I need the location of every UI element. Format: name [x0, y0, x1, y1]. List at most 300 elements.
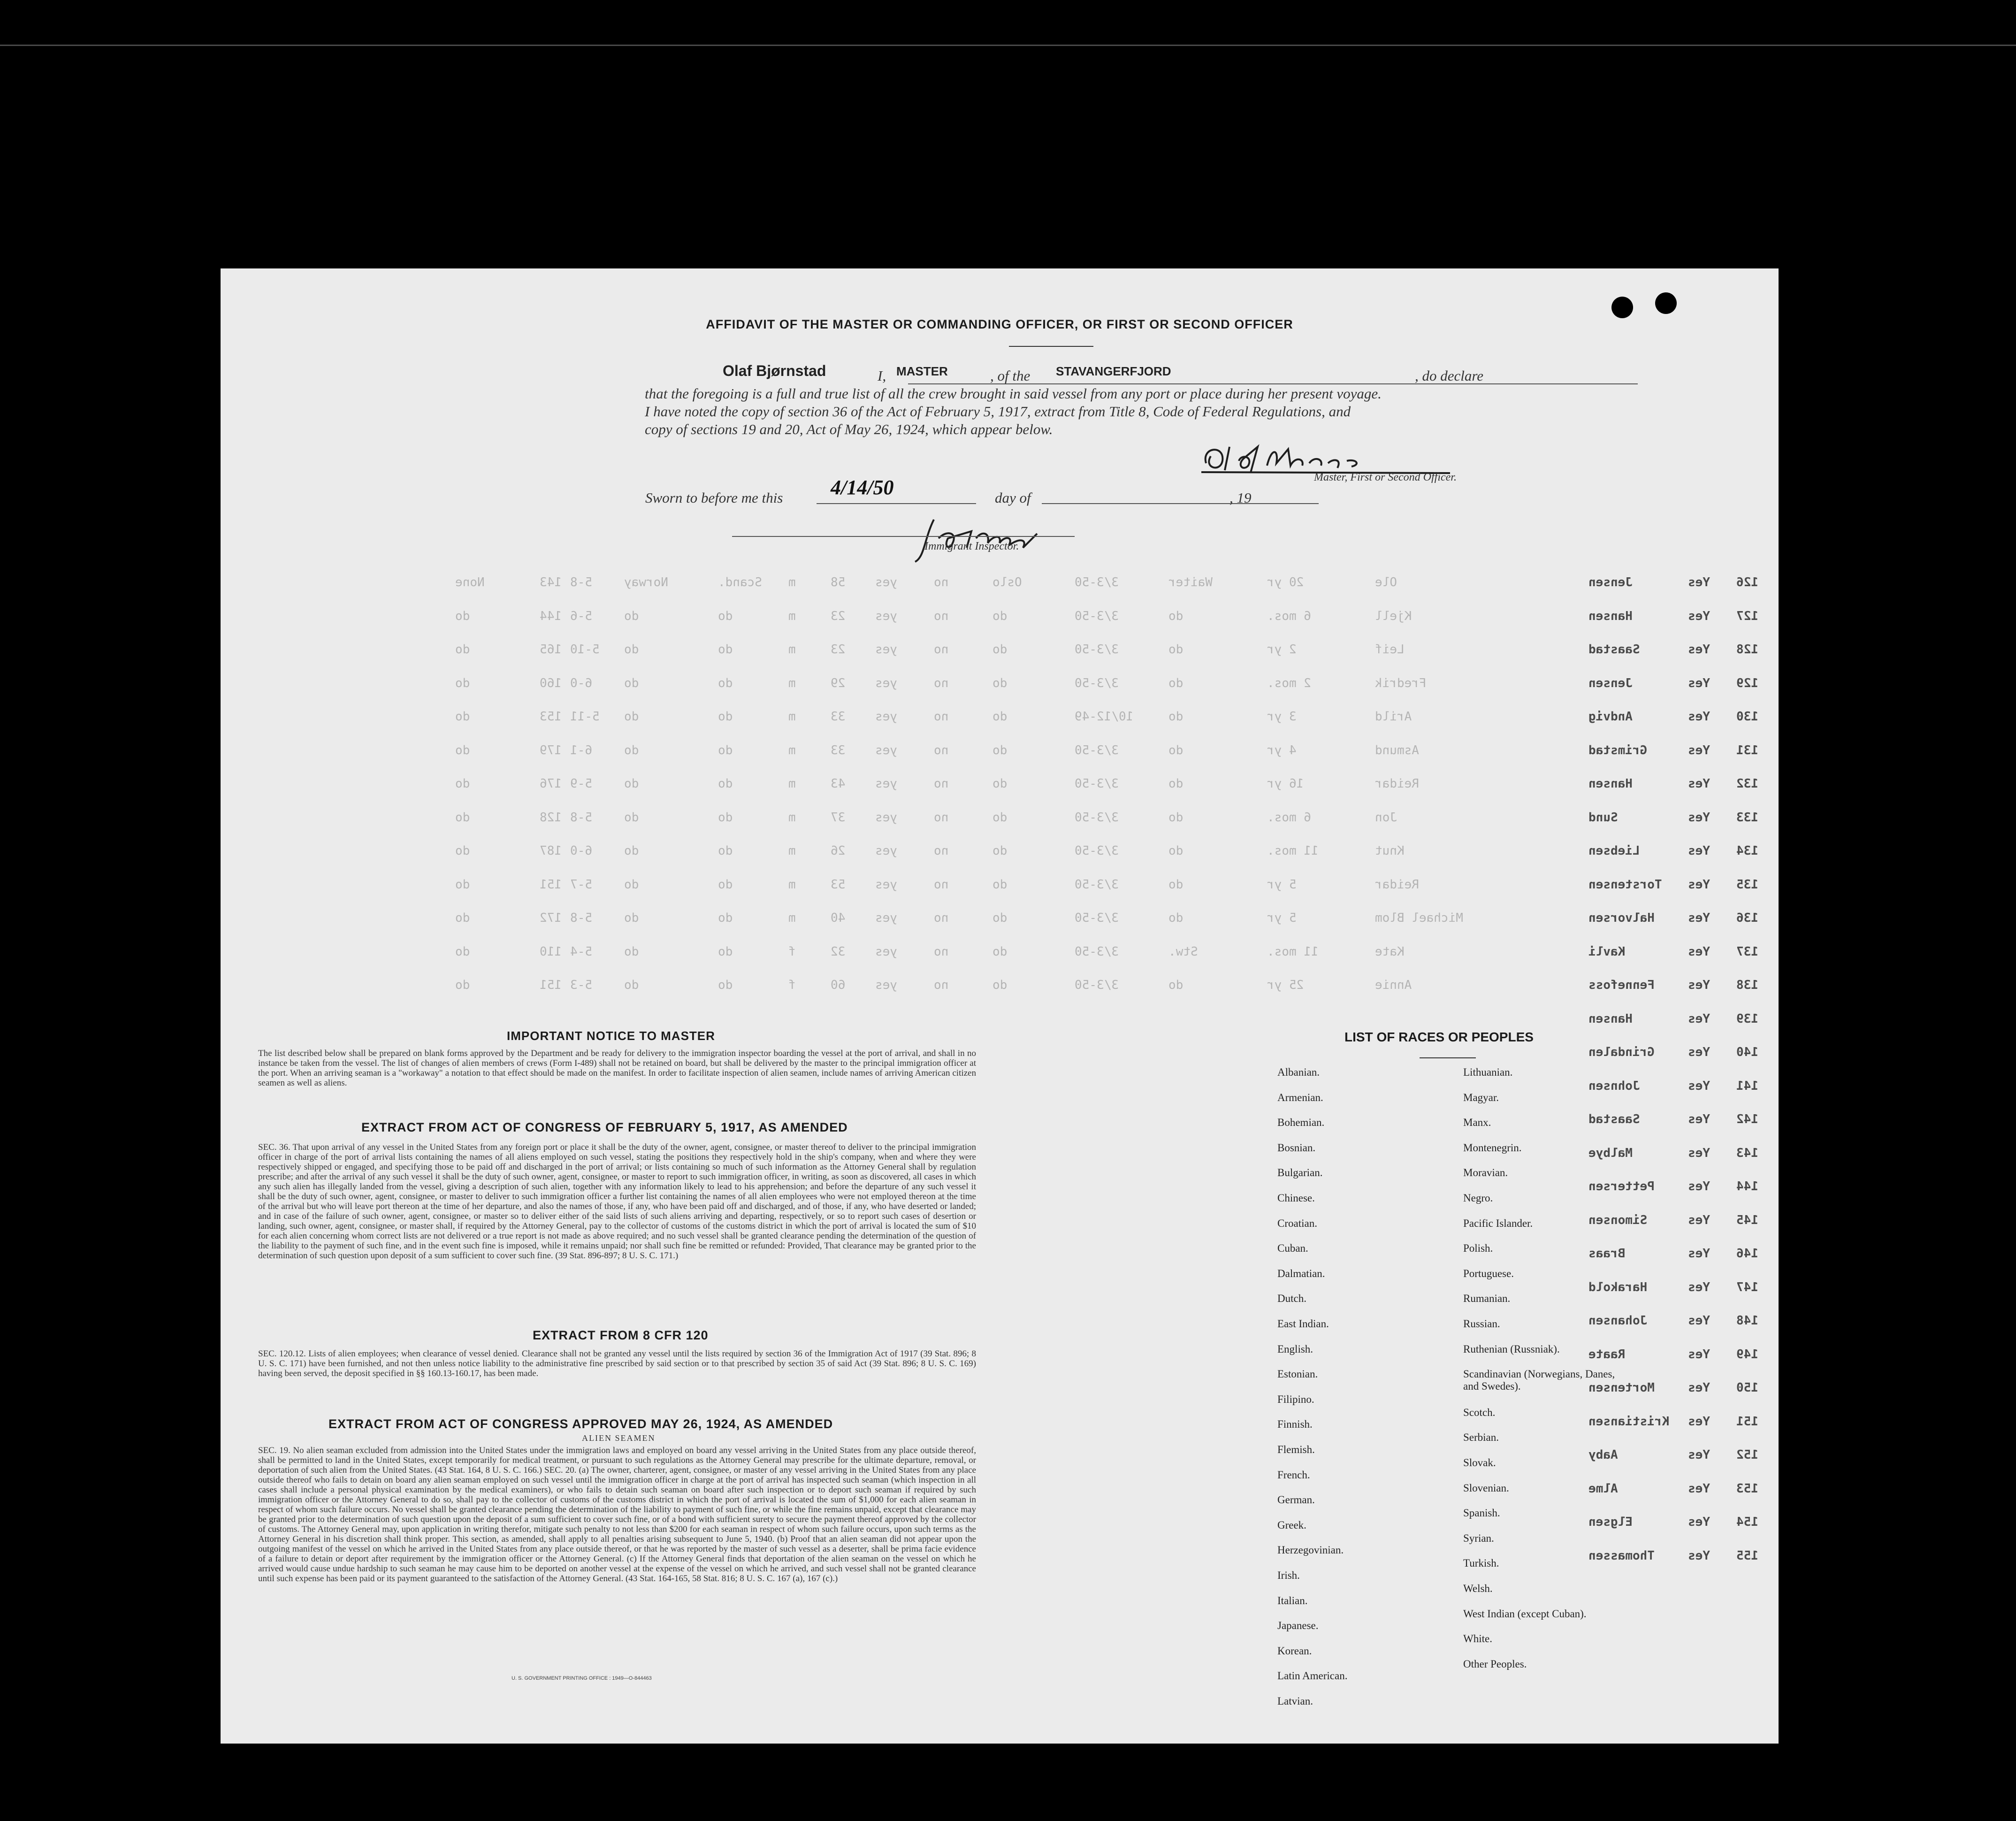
crew-cell-surname: Kristiansen	[1588, 1414, 1670, 1429]
crew-cell-col9: no	[934, 844, 949, 858]
crew-cell-sex: m	[788, 911, 796, 925]
race-item: East Indian.	[1277, 1318, 1329, 1330]
race-item: Albanian.	[1277, 1066, 1320, 1078]
race-item: Portuguese.	[1463, 1267, 1514, 1279]
crew-cell-date: 3/3-50	[1075, 844, 1119, 858]
crew-cell-no: 150	[1736, 1381, 1758, 1395]
crew-row	[221, 777, 1779, 796]
crew-cell-surname: Braas	[1588, 1247, 1626, 1261]
day-of-label: day of	[995, 490, 1031, 506]
race-item: Moravian.	[1463, 1167, 1508, 1179]
sworn-label: Sworn to before me this	[645, 490, 783, 506]
crew-cell-race: do	[718, 643, 733, 657]
crew-cell-country: do	[624, 944, 639, 959]
crew-cell-height: 5-8	[570, 911, 592, 925]
crew-cell-no: 155	[1736, 1548, 1758, 1563]
crew-cell-no: 147	[1736, 1280, 1758, 1294]
crew-cell-position: do	[1168, 844, 1184, 858]
crew-cell-surname: Alme	[1588, 1481, 1618, 1496]
race-item: Welsh.	[1463, 1583, 1493, 1594]
extract-1924-text: SEC. 19. No alien seaman excluded from admission into the United States under the immigration laws and employed on board any vessel arriving in the United States from any place outside thereof, shall be permitted to land in the United States, except temporarily for medical treatment, or pursuant to such regulations as the Attorney General may prescribe for the ultimate departure, removal, or deportation of such alien from the United States. (43 Stat. 164, 8 U. S. C. 166.) SEC. 20. (a) The owner, charterer, agent, consignee, or master of any vessel arriving in the United States from any place outside thereof who fails to detain on board any alien seaman employed on such vessel until the immigration officer in charge at the port of arrival has inspected such seaman (which inspection in all cases shall include a personal physical examination by the medical examiners), or who fails to detain such seaman on board after such inspection or to deport such seaman if required by such immigration officer or the Attorney General to do so, shall pay to the collector of customs of the customs district in which the port of arrival is located the sum of $1,000 for each alien seaman in respect of whom such failure occurs. No vessel shall be granted clearance pending the determination of the liability to payment of such fine, or while the fine remains unpaid, except that clearance may be granted prior to the determination of such question upon the deposit of a sum sufficient to cover such fine, or of a bond with sufficient surety to secure the payment thereof approved by the collector of customs. The Attorney General may, upon application in writing therefor, mitigate such penalty to not less than $200 for each seaman in respect of whom such failure occurs, upon such terms as the Attorney General in his discretion shall think proper. This section, as amended, shall apply to all penalties arising subsequent to June 5, 1940. (b) Proof that an alien seaman did not appear upon the outgoing manifest of the vessel on which he arrived in the United States from any place outside thereof, or that he was reported by the master of such vessel as a deserter, shall be prima facie evidence of a failure to detain or deport after requirement by the immigration officer or the Attorney General. (c) If the Attorney General finds that deportation of the alien seaman on the vessel on which he arrived would cause undue hardship to such seaman he may cause him to be deported on another vessel at the expense of the vessel on which he arrived, and such vessel shall not be granted clearance until such expense has been paid or its payment guaranteed to the satisfaction of the Attorney General. (43 Stat. 164-165, 58 Stat. 816; 8 U. S. C. 167 (a), 167 (c).)	[258, 1446, 976, 1584]
crew-cell-col9: no	[934, 710, 949, 724]
crew-cell-surname: Mortensen	[1588, 1381, 1655, 1395]
crew-cell-country: do	[624, 743, 639, 757]
crew-cell-position: do	[1168, 777, 1184, 791]
crew-cell-race: do	[718, 911, 733, 925]
sworn-date: 4/14/50	[831, 476, 894, 499]
crew-cell-race: do	[718, 777, 733, 791]
crew-cell-status: Yes	[1688, 810, 1710, 825]
crew-cell-weight: 187	[540, 844, 562, 858]
crew-cell-weight: 153	[540, 710, 562, 724]
crew-cell-country: Norway	[624, 575, 668, 589]
crew-cell-age: 6 mos.	[1267, 810, 1311, 825]
crew-cell-height: 6-0	[570, 844, 592, 858]
crew-cell-status: Yes	[1688, 1515, 1710, 1529]
extract-1917-title: EXTRACT FROM ACT OF CONGRESS OF FEBRUARY 5, 1917, AS AMENDED	[361, 1120, 848, 1134]
race-item: German.	[1277, 1494, 1315, 1506]
crew-cell-sex: m	[788, 609, 796, 623]
crew-cell-col9: no	[934, 877, 949, 892]
crew-cell-weight: 179	[540, 743, 562, 757]
crew-cell-status: Yes	[1688, 710, 1710, 724]
crew-cell-status: Yes	[1688, 609, 1710, 623]
crew-cell-surname: Saastad	[1588, 1112, 1640, 1126]
crew-cell-remarks: do	[455, 743, 470, 757]
crew-row	[221, 878, 1779, 896]
master-caption: Master, First or Second Officer.	[1314, 471, 1457, 483]
crew-row	[221, 710, 1779, 728]
crew-cell-weight: 144	[540, 609, 562, 623]
race-item: White.	[1463, 1633, 1492, 1645]
crew-cell-col10: yes	[875, 911, 897, 925]
extract-1924-title: EXTRACT FROM ACT OF CONGRESS APPROVED MAY 26, 1924, AS AMENDED	[328, 1417, 833, 1431]
crew-cell-col11: 32	[831, 944, 846, 959]
crew-cell-col10: yes	[875, 609, 897, 623]
printer-line: U. S. GOVERNMENT PRINTING OFFICE : 1949—O-844463	[512, 1676, 652, 1681]
crew-cell-col9: no	[934, 978, 949, 992]
crew-cell-col10: yes	[875, 944, 897, 959]
crew-cell-no: 141	[1736, 1079, 1758, 1093]
crew-cell-date: 3/3-50	[1075, 609, 1119, 623]
crew-cell-col9: no	[934, 777, 949, 791]
race-item: Dutch.	[1277, 1293, 1306, 1305]
notice-text: The list described below shall be prepared on blank forms approved by the Department and be ready for delivery to the immigration inspector boarding the vessel at the port of arrival, and shall in no instance be taken from the vessel. The list of changes of alien members of crews (Form I-489) shall not be retained on board, but shall be delivered by the master to the principal immigration officer at the port. When an arriving seaman is a "workaway" a notation to that effect should be made on the manifest. In order to facilitate inspection of alien seamen, include names of arriving American citizen seamen as well as aliens.	[258, 1048, 976, 1088]
crew-cell-port: do	[993, 844, 1008, 858]
crew-cell-surname: Hansen	[1588, 777, 1633, 791]
scan-top-line	[0, 45, 2016, 46]
race-item: Scotch.	[1463, 1406, 1496, 1418]
crew-cell-height: 5-8	[570, 575, 592, 589]
crew-cell-no: 143	[1736, 1146, 1758, 1160]
crew-cell-country: do	[624, 643, 639, 657]
crew-cell-no: 131	[1736, 743, 1758, 757]
crew-cell-age: 2 yr	[1267, 643, 1297, 657]
crew-cell-no: 154	[1736, 1515, 1758, 1529]
race-item: Other Peoples.	[1463, 1658, 1527, 1670]
crew-cell-no: 129	[1736, 676, 1758, 690]
crew-cell-weight: 165	[540, 643, 562, 657]
crew-cell-status: Yes	[1688, 1112, 1710, 1126]
vessel-name-line	[1046, 383, 1638, 384]
crew-cell-status: Yes	[1688, 1314, 1710, 1328]
crew-cell-remarks: do	[455, 978, 470, 992]
crew-cell-status: Yes	[1688, 944, 1710, 959]
crew-cell-port: Oslo	[993, 575, 1022, 589]
crew-cell-col10: yes	[875, 777, 897, 791]
race-item: West Indian (except Cuban).	[1463, 1607, 1587, 1620]
crew-cell-height: 6-1	[570, 743, 592, 757]
crew-cell-date: 3/3-50	[1075, 575, 1119, 589]
crew-cell-date: 3/3-50	[1075, 676, 1119, 690]
crew-cell-surname: Aaby	[1588, 1448, 1618, 1462]
race-item: Latin American.	[1277, 1670, 1348, 1682]
crew-cell-sex: m	[788, 575, 796, 589]
crew-cell-no: 127	[1736, 609, 1758, 623]
crew-cell-status: Yes	[1688, 1280, 1710, 1294]
extract-1917-text: SEC. 36. That upon arrival of any vessel in the United States from any foreign port or place it shall be the duty of the owner, agent, consignee, or master thereof to deliver to the principal immigration officer in charge of the port of arrival lists containing the names of all aliens employed on such vessel, stating the positions they respectively hold in the ship's company, when and where they were respectively shipped or engaged, and specifying those to be paid off and discharged in the port of arrival; or lists containing so much of such information as the Attorney General shall by regulation prescribe; and after the arrival of any such vessel it shall be the duty of such owner, agent, consignee, or master to report to such immigration officer, in writing, as soon as discovered, all cases in which any such alien has illegally landed from the vessel, giving a description of such alien, together with any information likely to lead to his apprehension; and before the departure of any such vessel it shall be the duty of such owner, agent, consignee, or master to deliver to such immigration officer a further list containing the names of all alien employees who were not employed thereon at the time of the arrival but who will leave port thereon at the time of her departure, and also the names of those, if any, who have been paid off and discharged, and of those, if any, who have deserted or landed; and in case of the failure of such owner, agent, consignee, or master so to deliver either of the said lists of such aliens arriving and departing, respectively, or so to report such cases of desertion or landing, such owner, agent, consignee, or master shall, if required by the Attorney General, pay to the collector of customs of the customs district in which the port of arrival is located the sum of $10 for each alien concerning whom correct lists are not delivered or a true report is not made as above required; and no such vessel shall be granted clearance pending the determination of the question of the liability to the payment of such fine, and in the event such fine is imposed, while it remains unpaid; nor shall such fine be remitted or refunded: Provided, That clearance may be granted prior to the determination of such question upon deposit of a sum sufficient to cover such fine. (39 Stat. 896-897; 8 U. S. C. 171.)	[258, 1142, 976, 1261]
crew-cell-position: do	[1168, 810, 1184, 825]
inspector-caption: Immigrant Inspector.	[924, 540, 1019, 552]
extract-cfr-text: SEC. 120.12. Lists of alien employees; when clearance of vessel denied. Clearance shall not be granted any vessel until the lists required by section 36 of the Immigration Act of 1917 (39 Stat. 896; 8 U. S. C. 171) have been furnished, and not then unless notice liability to the administrative fine prescribed by said section or to that prescribed by section 35 of said Act (39 Stat. 896; 8 U. S. C. 169) having been served, the deposit specified in §§ 160.13-160.17, has been made.	[258, 1349, 976, 1378]
crew-cell-race: do	[718, 844, 733, 858]
of-the-label: , of the	[990, 367, 1031, 384]
crew-cell-date: 3/3-50	[1075, 944, 1119, 959]
crew-cell-surname: Hansen	[1588, 609, 1633, 623]
crew-cell-position: do	[1168, 643, 1184, 657]
crew-cell-col9: no	[934, 810, 949, 825]
crew-cell-no: 152	[1736, 1448, 1758, 1462]
crew-cell-age: 20 yr	[1267, 575, 1304, 589]
crew-row	[221, 575, 1779, 594]
notice-title: IMPORTANT NOTICE TO MASTER	[507, 1029, 715, 1043]
crew-cell-surname: Kavli	[1588, 944, 1626, 959]
declarant-pronoun: I,	[878, 367, 886, 384]
crew-cell-col10: yes	[875, 676, 897, 690]
crew-cell-country: do	[624, 676, 639, 690]
crew-cell-col10: yes	[875, 978, 897, 992]
crew-cell-sex: f	[788, 944, 796, 959]
races-rule	[1420, 1057, 1476, 1058]
crew-cell-surname: Harakold	[1588, 1280, 1648, 1294]
race-item: Lithuanian.	[1463, 1066, 1513, 1078]
crew-cell-col11: 23	[831, 609, 846, 623]
crew-cell-height: 5-8	[570, 810, 592, 825]
crew-cell-age: 25 yr	[1267, 978, 1304, 992]
crew-cell-age: 4 yr	[1267, 743, 1297, 757]
crew-cell-race: do	[718, 978, 733, 992]
crew-cell-remarks: do	[455, 810, 470, 825]
race-item: Russian.	[1463, 1318, 1500, 1330]
crew-cell-given: Arild	[1375, 710, 1412, 724]
crew-cell-port: do	[993, 911, 1008, 925]
crew-cell-col9: no	[934, 944, 949, 959]
crew-cell-date: 3/3-50	[1075, 777, 1119, 791]
crew-cell-surname: Thomassen	[1588, 1548, 1655, 1563]
crew-cell-remarks: do	[455, 676, 470, 690]
crew-cell-given: Kate	[1375, 944, 1405, 959]
crew-cell-surname: Malbye	[1588, 1146, 1633, 1160]
extract-cfr-title: EXTRACT FROM 8 CFR 120	[533, 1328, 709, 1342]
race-item: Negro.	[1463, 1192, 1493, 1204]
crew-cell-no: 142	[1736, 1112, 1758, 1126]
crew-cell-date: 3/3-50	[1075, 877, 1119, 892]
crew-cell-position: Stw.	[1168, 944, 1198, 959]
crew-cell-surname: Jensen	[1588, 575, 1633, 589]
crew-cell-remarks: do	[455, 844, 470, 858]
crew-cell-no: 139	[1736, 1011, 1758, 1026]
race-item: Estonian.	[1277, 1368, 1318, 1380]
crew-cell-country: do	[624, 609, 639, 623]
crew-cell-col10: yes	[875, 810, 897, 825]
race-item: Serbian.	[1463, 1431, 1499, 1444]
race-item: Turkish.	[1463, 1557, 1499, 1569]
crew-cell-position: Waiter	[1168, 575, 1213, 589]
crew-cell-given: Jon	[1375, 810, 1397, 825]
punch-hole	[1611, 297, 1633, 318]
crew-cell-age: 16 yr	[1267, 777, 1304, 791]
crew-cell-port: do	[993, 810, 1008, 825]
crew-cell-given: Michael Blom	[1375, 911, 1463, 925]
crew-cell-no: 136	[1736, 911, 1758, 925]
crew-cell-no: 144	[1736, 1179, 1758, 1194]
crew-cell-col9: no	[934, 575, 949, 589]
crew-cell-weight: 151	[540, 978, 562, 992]
crew-cell-weight: 128	[540, 810, 562, 825]
crew-cell-sex: m	[788, 844, 796, 858]
crew-cell-sex: m	[788, 710, 796, 724]
crew-cell-date: 3/3-50	[1075, 978, 1119, 992]
crew-cell-position: do	[1168, 877, 1184, 892]
crew-cell-weight: 110	[540, 944, 562, 959]
race-item: Slovak.	[1463, 1457, 1496, 1469]
crew-cell-status: Yes	[1688, 676, 1710, 690]
crew-cell-height: 5-7	[570, 877, 592, 892]
crew-cell-col11: 60	[831, 978, 846, 992]
crew-row	[221, 643, 1779, 661]
crew-cell-given: Knut	[1375, 844, 1405, 858]
punch-hole	[1655, 292, 1677, 314]
crew-cell-date: 3/3-50	[1075, 810, 1119, 825]
race-item: Scandinavian (Norwegians, Danes, and Swedes).	[1463, 1368, 1615, 1393]
year-line	[1272, 503, 1319, 504]
crew-cell-no: 151	[1736, 1414, 1758, 1429]
crew-cell-given: Leif	[1375, 643, 1405, 657]
affidavit-title: AFFIDAVIT OF THE MASTER OR COMMANDING OFFICER, OR FIRST OR SECOND OFFICER	[706, 317, 1293, 331]
crew-cell-date: 3/3-50	[1075, 643, 1119, 657]
crew-cell-height: 5-10	[570, 643, 600, 657]
crew-row	[221, 1012, 1779, 1031]
crew-cell-col11: 33	[831, 743, 846, 757]
crew-cell-surname: Johansen	[1588, 1314, 1648, 1328]
crew-cell-status: Yes	[1688, 743, 1710, 757]
race-item: Flemish.	[1277, 1444, 1315, 1455]
master-name-field: Olaf Bjørnstad	[723, 362, 826, 379]
rank-field: MASTER	[896, 364, 948, 378]
crew-row	[221, 811, 1779, 829]
crew-cell-status: Yes	[1688, 1548, 1710, 1563]
crew-cell-no: 148	[1736, 1314, 1758, 1328]
crew-cell-position: do	[1168, 710, 1184, 724]
crew-cell-surname: Saastad	[1588, 643, 1640, 657]
race-item: Croatian.	[1277, 1217, 1317, 1229]
crew-row	[221, 911, 1779, 930]
crew-cell-col11: 23	[831, 643, 846, 657]
crew-row	[221, 978, 1779, 997]
crew-cell-surname: Torstensen	[1588, 877, 1662, 892]
crew-cell-port: do	[993, 944, 1008, 959]
crew-cell-age: 6 mos.	[1267, 609, 1311, 623]
crew-cell-port: do	[993, 609, 1008, 623]
crew-row	[221, 844, 1779, 863]
race-item: French.	[1277, 1469, 1310, 1481]
crew-cell-race: do	[718, 810, 733, 825]
vessel-name-field: STAVANGERFJORD	[1056, 364, 1171, 378]
crew-cell-country: do	[624, 877, 639, 892]
crew-cell-col10: yes	[875, 575, 897, 589]
crew-cell-date: 3/3-50	[1075, 743, 1119, 757]
race-item: Polish.	[1463, 1242, 1493, 1255]
sworn-date-line	[817, 503, 976, 504]
crew-cell-port: do	[993, 676, 1008, 690]
crew-cell-status: Yes	[1688, 777, 1710, 791]
crew-cell-col9: no	[934, 911, 949, 925]
crew-cell-country: do	[624, 844, 639, 858]
crew-cell-remarks: do	[455, 911, 470, 925]
crew-cell-remarks: do	[455, 777, 470, 791]
crew-cell-position: do	[1168, 978, 1184, 992]
manifest-sheet	[221, 268, 1779, 1744]
crew-cell-port: do	[993, 643, 1008, 657]
crew-cell-col11: 40	[831, 911, 846, 925]
crew-cell-port: do	[993, 877, 1008, 892]
crew-cell-no: 149	[1736, 1347, 1758, 1362]
crew-cell-status: Yes	[1688, 1381, 1710, 1395]
crew-row	[221, 609, 1779, 628]
crew-cell-no: 138	[1736, 978, 1758, 992]
crew-cell-no: 140	[1736, 1045, 1758, 1059]
crew-cell-col9: no	[934, 643, 949, 657]
crew-cell-col11: 43	[831, 777, 846, 791]
crew-cell-no: 137	[1736, 944, 1758, 959]
crew-cell-age: 11 mos.	[1267, 944, 1319, 959]
crew-cell-status: Yes	[1688, 1448, 1710, 1462]
crew-cell-remarks: do	[455, 609, 470, 623]
crew-cell-given: Reidar	[1375, 877, 1419, 892]
crew-cell-surname: Raate	[1588, 1347, 1626, 1362]
crew-cell-race: do	[718, 710, 733, 724]
crew-cell-surname: Pettersen	[1588, 1179, 1655, 1194]
race-item: Bulgarian.	[1277, 1167, 1323, 1179]
crew-cell-status: Yes	[1688, 911, 1710, 925]
crew-cell-given: Fredrik	[1375, 676, 1427, 690]
crew-cell-col11: 29	[831, 676, 846, 690]
race-item: Japanese.	[1277, 1620, 1319, 1632]
race-item: Bohemian.	[1277, 1117, 1325, 1129]
crew-cell-height: 5-11	[570, 710, 600, 724]
title-rule	[1009, 346, 1093, 347]
crew-cell-status: Yes	[1688, 1347, 1710, 1362]
race-item: Montenegrin.	[1463, 1141, 1522, 1154]
crew-cell-sex: m	[788, 810, 796, 825]
crew-cell-sex: f	[788, 978, 796, 992]
crew-cell-country: do	[624, 911, 639, 925]
crew-cell-sex: m	[788, 877, 796, 892]
crew-cell-remarks: do	[455, 710, 470, 724]
crew-cell-status: Yes	[1688, 1045, 1710, 1059]
race-item: Magyar.	[1463, 1091, 1499, 1103]
crew-row	[221, 945, 1779, 964]
crew-cell-surname: Halvorsen	[1588, 911, 1655, 925]
crew-cell-status: Yes	[1688, 1179, 1710, 1194]
race-item: Latvian.	[1277, 1695, 1313, 1707]
crew-cell-race: do	[718, 944, 733, 959]
crew-cell-date: 10/12-49	[1075, 710, 1134, 724]
crew-cell-status: Yes	[1688, 877, 1710, 892]
declaration-line-3: copy of sections 19 and 20, Act of May 26, 1924, which appear below.	[645, 421, 1053, 437]
crew-cell-sex: m	[788, 743, 796, 757]
race-item: Dalmatian.	[1277, 1267, 1325, 1279]
crew-cell-col9: no	[934, 609, 949, 623]
race-item: Armenian.	[1277, 1091, 1323, 1103]
crew-cell-given: Asmund	[1375, 743, 1419, 757]
crew-row	[221, 743, 1779, 762]
crew-cell-col10: yes	[875, 710, 897, 724]
crew-cell-no: 133	[1736, 810, 1758, 825]
crew-cell-height: 5-4	[570, 944, 592, 959]
crew-cell-surname: Hansen	[1588, 1011, 1633, 1026]
crew-cell-height: 5-3	[570, 978, 592, 992]
crew-cell-race: do	[718, 743, 733, 757]
crew-cell-remarks: do	[455, 944, 470, 959]
crew-cell-country: do	[624, 710, 639, 724]
crew-cell-sex: m	[788, 777, 796, 791]
crew-cell-no: 128	[1736, 643, 1758, 657]
crew-cell-surname: Simonsen	[1588, 1213, 1648, 1227]
crew-cell-port: do	[993, 978, 1008, 992]
crew-cell-surname: Grindalen	[1588, 1045, 1655, 1059]
crew-cell-surname: Johnsen	[1588, 1079, 1640, 1093]
crew-cell-status: Yes	[1688, 1481, 1710, 1496]
race-item: Chinese.	[1277, 1192, 1315, 1204]
crew-cell-weight: 151	[540, 877, 562, 892]
crew-cell-col10: yes	[875, 743, 897, 757]
crew-cell-status: Yes	[1688, 844, 1710, 858]
crew-cell-position: do	[1168, 911, 1184, 925]
crew-cell-surname: Andvig	[1588, 710, 1633, 724]
crew-cell-no: 130	[1736, 710, 1758, 724]
crew-cell-status: Yes	[1688, 978, 1710, 992]
crew-cell-age: 2 mos.	[1267, 676, 1311, 690]
crew-cell-col10: yes	[875, 844, 897, 858]
races-title: LIST OF RACES OR PEOPLES	[1344, 1030, 1534, 1044]
crew-cell-weight: 172	[540, 911, 562, 925]
crew-cell-weight: 176	[540, 777, 562, 791]
race-item: English.	[1277, 1343, 1313, 1355]
crew-cell-col11: 37	[831, 810, 846, 825]
crew-cell-no: 132	[1736, 777, 1758, 791]
race-item: Irish.	[1277, 1569, 1300, 1581]
crew-cell-given: Ole	[1375, 575, 1397, 589]
declaration-line-1: that the foregoing is a full and true list of all the crew brought in said vessel from any port or place during her present voyage.	[645, 385, 1382, 402]
race-item: Pacific Islander.	[1463, 1217, 1533, 1229]
race-item: Finnish.	[1277, 1418, 1313, 1431]
race-item: Rumanian.	[1463, 1293, 1511, 1305]
crew-cell-status: Yes	[1688, 1011, 1710, 1026]
inspector-line	[732, 536, 1075, 537]
race-item: Italian.	[1277, 1594, 1308, 1607]
crew-cell-no: 134	[1736, 844, 1758, 858]
